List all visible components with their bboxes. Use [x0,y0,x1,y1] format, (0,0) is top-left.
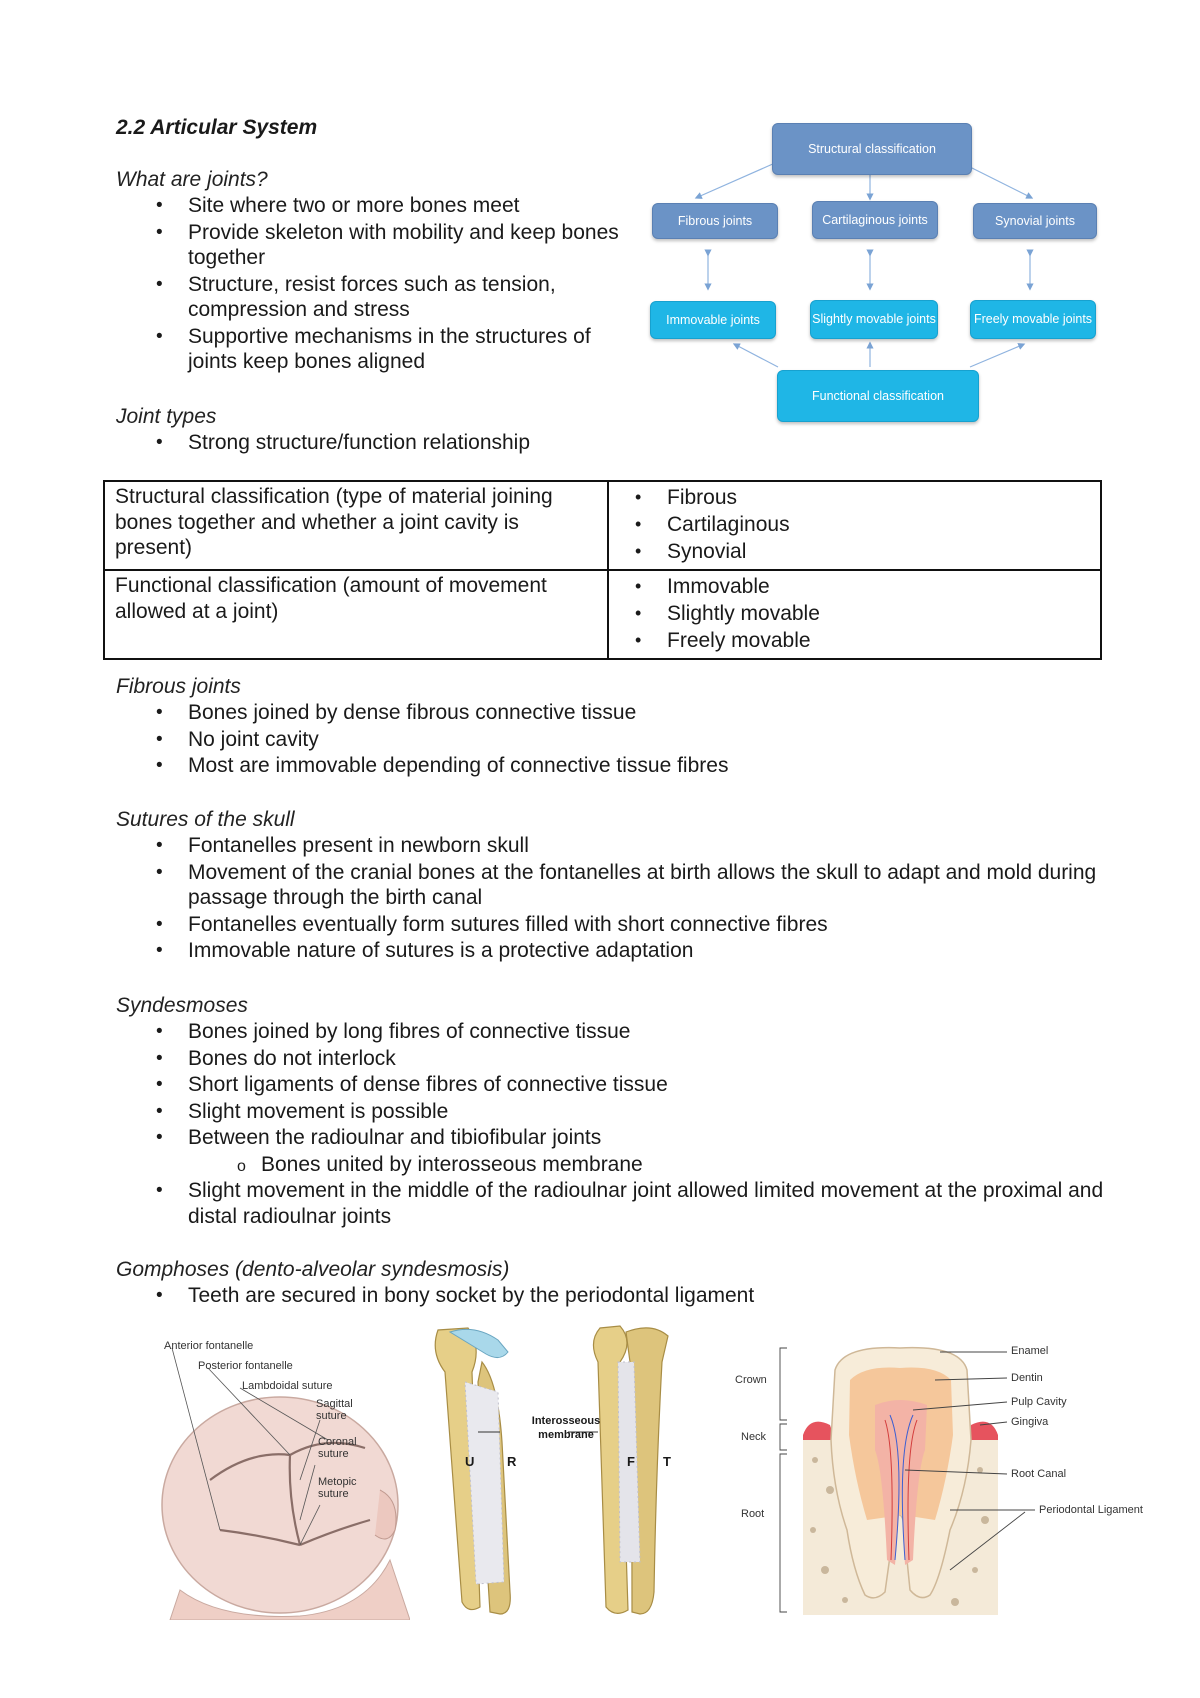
tooth-label-left: Crown [735,1374,767,1386]
table-row [104,481,1101,570]
list-item: • No joint cavity [116,727,1096,753]
skull-label: Anterior fontanelle [164,1340,254,1352]
table-cell-label: Functional classification (amount of movement allowed at a joint) [104,570,608,659]
list-item: • Slightly movable [619,600,1092,627]
immovable-joints-box: Immovable joints [650,301,776,339]
joint-types-title: Joint types [116,405,217,428]
list-item: • Freely movable [619,627,1092,654]
functional-classification-box: Functional classification [777,370,979,422]
sub-list-item: o Bones united by interosseous membrane [116,1152,1106,1178]
list-item: • Provide skeleton with mobility and keep bones together [116,220,636,271]
list-item: • Supportive mechanisms in the structures of joints keep bones aligned [116,324,636,375]
classification-flowchart [640,115,1110,425]
tooth-label-right: Enamel [1011,1345,1049,1357]
table-cell-items [608,570,1101,659]
section-heading: 2.2 Articular System [116,116,318,139]
list-item: • Bones do not interlock [116,1046,1106,1072]
table-cell-items [608,481,1101,570]
membrane-label: Interosseous membrane [531,1415,601,1441]
tooth-label-right: Pulp Cavity [1011,1396,1067,1408]
synovial-joints-box: Synovial joints [973,203,1097,239]
list-item: • Immovable nature of sutures is a protective adaptation [116,938,1106,964]
gomphoses-title: Gomphoses (dento-alveolar syndesmosis) [116,1258,510,1281]
list-item: • Movement of the cranial bones at the fontanelles at birth allows the skull to adapt and mold during passage through the birth canal [116,860,1106,911]
skull-label: Posterior fontanelle [198,1360,293,1372]
structural-classification-box: Structural classification [772,123,972,175]
bone-letter: F [627,1454,635,1469]
tooth-label-left: Root [741,1508,765,1520]
bone-letter: U [465,1454,475,1469]
tooth-label-right: Periodontal Ligament [1039,1504,1143,1516]
classification-table [103,480,1102,660]
list-item: • Slight movement in the middle of the radioulnar joint allowed limited movement at the proximal and distal radioulnar joints [116,1178,1106,1229]
freely-movable-joints-box: Freely movable joints [970,300,1096,339]
list-item: • Site where two or more bones meet [116,193,636,219]
list-item: • Structure, resist forces such as tension, compression and stress [116,272,636,323]
syndesmoses-list [116,1019,1106,1229]
skull-label: Lambdoidal suture [242,1380,333,1392]
list-item: • Bones joined by dense fibrous connective tissue [116,700,1096,726]
list-item: • Immovable [619,573,1092,600]
tooth-label-right: Gingiva [1011,1416,1049,1428]
interosseous-membrane-figure [420,1322,720,1622]
what-are-joints-list [116,193,636,375]
what-are-joints-title: What are joints? [116,168,268,191]
joint-types-list [116,430,676,456]
infant-skull-illustration [150,1330,410,1620]
sutures-title: Sutures of the skull [116,808,295,831]
list-item: • Fontanelles present in newborn skull [116,833,1106,859]
list-item: • Teeth are secured in bony socket by the periodontal ligament [116,1283,1106,1309]
list-item: • Cartilaginous [619,511,1092,538]
long-bones-illustration [420,1322,720,1622]
skull-label: Coronal suture [318,1436,357,1460]
list-item: • Short ligaments of dense fibres of connective tissue [116,1072,1106,1098]
table-cell-label: Structural classification (type of material joining bones together and whether a joint cavity is present) [104,481,608,570]
list-item: • Strong structure/function relationship [116,430,676,456]
list-item: • Fontanelles eventually form sutures filled with short connective fibres [116,912,1106,938]
list-item: • Synovial [619,538,1092,565]
list-item: • Slight movement is possible [116,1099,1106,1125]
bone-letter: R [507,1454,517,1469]
bone-letter: T [663,1454,671,1469]
list-item: • Fibrous [619,484,1092,511]
slightly-movable-joints-box: Slightly movable joints [810,300,938,339]
sutures-list [116,833,1106,964]
list-item: • Between the radioulnar and tibiofibular joints [116,1125,1106,1151]
tooth-illustration [735,1340,1165,1620]
gomphoses-list [116,1283,1106,1309]
tooth-label-right: Root Canal [1011,1468,1067,1480]
skull-label: Sagittal suture [316,1398,353,1422]
list-item: • Bones joined by long fibres of connective tissue [116,1019,1106,1045]
tooth-label-left: Neck [741,1431,767,1443]
skull-label: Metopic suture [318,1476,357,1500]
fibrous-joints-list [116,700,1096,779]
syndesmoses-title: Syndesmoses [116,994,248,1017]
fibrous-joints-box: Fibrous joints [652,203,778,239]
table-row [104,570,1101,659]
infant-skull-figure [150,1330,410,1620]
fibrous-joints-title: Fibrous joints [116,675,241,698]
list-item: • Most are immovable depending of connective tissue fibres [116,753,1096,779]
tooth-label-right: Dentin [1011,1372,1043,1384]
cartilaginous-joints-box: Cartilaginous joints [812,201,938,239]
tooth-figure [735,1340,1165,1620]
